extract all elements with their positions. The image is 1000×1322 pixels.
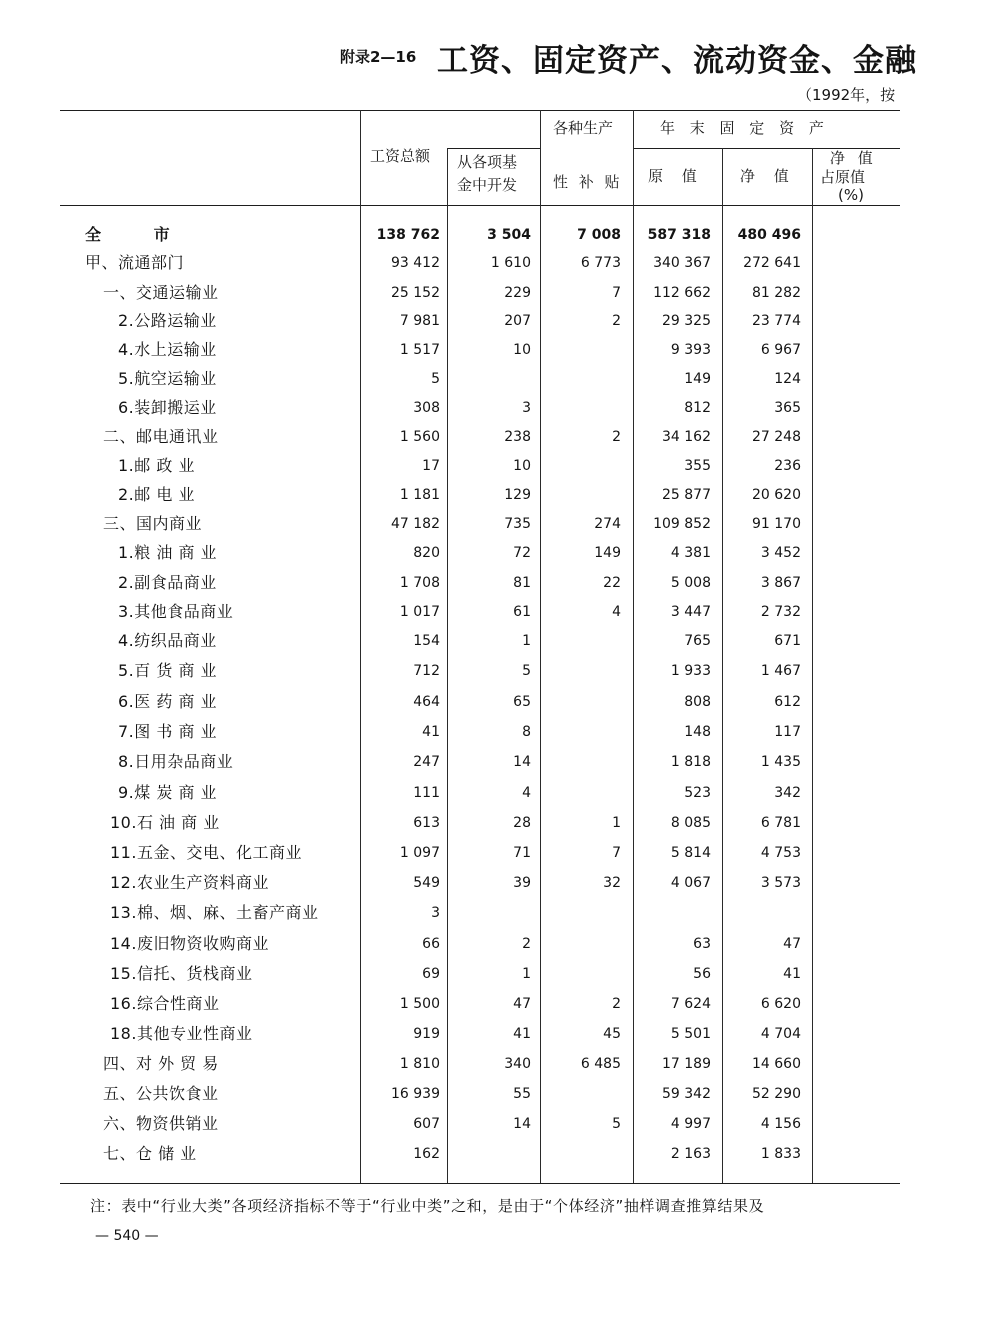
cell-from-funds: 10: [513, 458, 531, 474]
cell-wages-total: 1 097: [399, 845, 440, 861]
row-label: 2.邮 电 业: [118, 485, 195, 504]
cell-production-subsidy: 4: [612, 604, 621, 620]
cell-from-funds: 65: [513, 694, 531, 710]
cell-original-value: 59 342: [662, 1086, 711, 1102]
cell-production-subsidy: 7: [612, 845, 621, 861]
row-label: 七、仓 储 业: [103, 1144, 197, 1163]
row-label: 12.农业生产资料商业: [110, 873, 269, 892]
cell-wages-total: 154: [413, 633, 440, 649]
col-header-net-ratio-line3: (%): [838, 186, 864, 204]
footnote: 注：表中“行业大类”各项经济指标不等于“行业中类”之和，是由于“个体经济”抽样调查推算结果及: [90, 1197, 765, 1215]
cell-net-value: 3 452: [760, 545, 801, 561]
row-label: 5.百 货 商 业: [118, 661, 218, 680]
cell-original-value: 7 624: [670, 996, 711, 1012]
header-sub-rule: [447, 148, 540, 149]
cell-original-value: 5 814: [670, 845, 711, 861]
cell-from-funds: 14: [513, 1116, 531, 1132]
col-header-fixed-assets-group: 年 末 固 定 资 产: [660, 119, 824, 137]
cell-from-funds: 129: [504, 487, 531, 503]
cell-wages-total: 69: [422, 966, 440, 982]
cell-original-value: 765: [684, 633, 711, 649]
row-label: 一、交通运输业: [103, 283, 219, 302]
cell-from-funds: 3 504: [487, 227, 531, 243]
cell-net-value: 342: [774, 785, 801, 801]
cell-from-funds: 8: [522, 724, 531, 740]
cell-original-value: 5 501: [670, 1026, 711, 1042]
cell-from-funds: 41: [513, 1026, 531, 1042]
table-top-rule: [60, 110, 900, 111]
cell-wages-total: 820: [413, 545, 440, 561]
cell-net-value: 272 641: [743, 255, 801, 271]
cell-production-subsidy: 1: [612, 815, 621, 831]
cell-wages-total: 111: [413, 785, 440, 801]
appendix-label: 附录2—16: [340, 48, 417, 66]
cell-net-value: 6 620: [760, 996, 801, 1012]
row-label: 全 市: [85, 225, 171, 244]
cell-from-funds: 735: [504, 516, 531, 532]
cell-net-value: 4 156: [760, 1116, 801, 1132]
cell-wages-total: 1 017: [399, 604, 440, 620]
cell-wages-total: 47 182: [391, 516, 440, 532]
cell-production-subsidy: 7: [612, 285, 621, 301]
cell-wages-total: 1 500: [399, 996, 440, 1012]
col-header-from-funds-line1: 从各项基: [457, 153, 518, 171]
cell-original-value: 2 163: [670, 1146, 711, 1162]
header-bottom-rule: [60, 205, 900, 206]
cell-net-value: 2 732: [760, 604, 801, 620]
col-header-subsidy-line1: 各种生产: [553, 119, 614, 137]
col-header-net-value: 净 值: [740, 167, 789, 185]
cell-production-subsidy: 2: [612, 313, 621, 329]
cell-from-funds: 72: [513, 545, 531, 561]
row-label: 4.水上运输业: [118, 340, 217, 359]
cell-wages-total: 16 939: [391, 1086, 440, 1102]
cell-wages-total: 25 152: [391, 285, 440, 301]
cell-original-value: 148: [684, 724, 711, 740]
cell-from-funds: 1: [522, 633, 531, 649]
cell-original-value: 523: [684, 785, 711, 801]
column-divider: [812, 148, 813, 1183]
row-label: 4.纺织品商业: [118, 631, 217, 650]
cell-net-value: 365: [774, 400, 801, 416]
cell-production-subsidy: 22: [603, 575, 621, 591]
cell-wages-total: 607: [413, 1116, 440, 1132]
cell-original-value: 17 189: [662, 1056, 711, 1072]
cell-original-value: 34 162: [662, 429, 711, 445]
col-header-from-funds-line2: 金中开发: [457, 176, 518, 194]
row-label: 9.煤 炭 商 业: [118, 783, 218, 802]
cell-from-funds: 229: [504, 285, 531, 301]
row-label: 18.其他专业性商业: [110, 1024, 253, 1043]
row-label: 五、公共饮食业: [103, 1084, 219, 1103]
cell-wages-total: 162: [413, 1146, 440, 1162]
cell-original-value: 1 933: [670, 663, 711, 679]
cell-net-value: 3 867: [760, 575, 801, 591]
col-header-subsidy-line2: 性 补 贴: [553, 173, 620, 191]
cell-from-funds: 39: [513, 875, 531, 891]
col-header-wages-total: 工资总额: [370, 147, 431, 165]
row-label: 三、国内商业: [103, 514, 203, 533]
cell-from-funds: 71: [513, 845, 531, 861]
cell-wages-total: 1 181: [399, 487, 440, 503]
cell-net-value: 480 496: [737, 227, 801, 243]
cell-original-value: 4 067: [670, 875, 711, 891]
row-label: 1.邮 政 业: [118, 456, 195, 475]
cell-wages-total: 17: [422, 458, 440, 474]
row-label: 四、对 外 贸 易: [103, 1054, 219, 1073]
page-title: 工资、固定资产、流动资金、金融: [437, 43, 917, 79]
cell-original-value: 340 367: [653, 255, 711, 271]
cell-from-funds: 28: [513, 815, 531, 831]
cell-net-value: 81 282: [752, 285, 801, 301]
cell-from-funds: 14: [513, 754, 531, 770]
cell-wages-total: 549: [413, 875, 440, 891]
cell-net-value: 236: [774, 458, 801, 474]
cell-net-value: 117: [774, 724, 801, 740]
cell-original-value: 3 447: [670, 604, 711, 620]
cell-from-funds: 3: [522, 400, 531, 416]
cell-production-subsidy: 2: [612, 996, 621, 1012]
cell-wages-total: 308: [413, 400, 440, 416]
cell-original-value: 29 325: [662, 313, 711, 329]
cell-wages-total: 247: [413, 754, 440, 770]
row-label: 10.石 油 商 业: [110, 813, 220, 832]
cell-wages-total: 712: [413, 663, 440, 679]
cell-net-value: 124: [774, 371, 801, 387]
col-header-net-ratio-line1: 净 值: [830, 149, 873, 167]
row-label: 8.日用杂品商业: [118, 752, 234, 771]
cell-wages-total: 3: [431, 905, 440, 921]
cell-from-funds: 1: [522, 966, 531, 982]
row-label: 6.医 药 商 业: [118, 692, 218, 711]
cell-original-value: 109 852: [653, 516, 711, 532]
cell-net-value: 27 248: [752, 429, 801, 445]
cell-production-subsidy: 2: [612, 429, 621, 445]
cell-wages-total: 138 762: [376, 227, 440, 243]
cell-net-value: 4 753: [760, 845, 801, 861]
cell-from-funds: 10: [513, 342, 531, 358]
cell-original-value: 8 085: [670, 815, 711, 831]
cell-from-funds: 81: [513, 575, 531, 591]
cell-net-value: 14 660: [752, 1056, 801, 1072]
cell-wages-total: 5: [431, 371, 440, 387]
row-label: 2.副食品商业: [118, 573, 217, 592]
cell-original-value: 9 393: [670, 342, 711, 358]
row-label: 16.综合性商业: [110, 994, 220, 1013]
row-label: 13.棉、烟、麻、土畜产商业: [110, 903, 319, 922]
cell-from-funds: 238: [504, 429, 531, 445]
cell-wages-total: 7 981: [399, 313, 440, 329]
cell-from-funds: 2: [522, 936, 531, 952]
cell-original-value: 56: [693, 966, 711, 982]
row-label: 11.五金、交电、化工商业: [110, 843, 302, 862]
cell-net-value: 1 435: [760, 754, 801, 770]
cell-net-value: 1 833: [760, 1146, 801, 1162]
cell-original-value: 5 008: [670, 575, 711, 591]
row-label: 6.装卸搬运业: [118, 398, 217, 417]
cell-net-value: 41: [783, 966, 801, 982]
cell-production-subsidy: 5: [612, 1116, 621, 1132]
cell-wages-total: 919: [413, 1026, 440, 1042]
cell-net-value: 91 170: [752, 516, 801, 532]
cell-net-value: 6 967: [760, 342, 801, 358]
cell-from-funds: 1 610: [490, 255, 531, 271]
cell-production-subsidy: 6 773: [580, 255, 621, 271]
cell-from-funds: 4: [522, 785, 531, 801]
cell-wages-total: 66: [422, 936, 440, 952]
cell-original-value: 1 818: [670, 754, 711, 770]
cell-original-value: 63: [693, 936, 711, 952]
cell-net-value: 23 774: [752, 313, 801, 329]
row-label: 六、物资供销业: [103, 1114, 219, 1133]
cell-production-subsidy: 274: [594, 516, 621, 532]
cell-net-value: 6 781: [760, 815, 801, 831]
cell-net-value: 671: [774, 633, 801, 649]
table-bottom-rule: [60, 1183, 900, 1184]
row-label: 7.图 书 商 业: [118, 722, 218, 741]
cell-net-value: 47: [783, 936, 801, 952]
cell-original-value: 112 662: [653, 285, 711, 301]
cell-net-value: 1 467: [760, 663, 801, 679]
cell-net-value: 52 290: [752, 1086, 801, 1102]
cell-production-subsidy: 45: [603, 1026, 621, 1042]
cell-net-value: 20 620: [752, 487, 801, 503]
cell-from-funds: 47: [513, 996, 531, 1012]
cell-wages-total: 1 517: [399, 342, 440, 358]
row-label: 14.废旧物资收购商业: [110, 934, 269, 953]
row-label: 2.公路运输业: [118, 311, 217, 330]
cell-original-value: 4 381: [670, 545, 711, 561]
cell-original-value: 25 877: [662, 487, 711, 503]
col-header-net-ratio-line2: 占原值: [820, 168, 866, 186]
cell-original-value: 355: [684, 458, 711, 474]
cell-wages-total: 41: [422, 724, 440, 740]
cell-from-funds: 207: [504, 313, 531, 329]
row-label: 1.粮 油 商 业: [118, 543, 218, 562]
page-subtitle: （1992年，按: [797, 86, 896, 104]
cell-net-value: 612: [774, 694, 801, 710]
cell-wages-total: 1 560: [399, 429, 440, 445]
row-label: 5.航空运输业: [118, 369, 217, 388]
col-header-original-value: 原 值: [648, 167, 697, 185]
row-label: 甲、流通部门: [85, 253, 185, 272]
cell-wages-total: 1 708: [399, 575, 440, 591]
cell-production-subsidy: 32: [603, 875, 621, 891]
cell-production-subsidy: 7 008: [577, 227, 621, 243]
cell-wages-total: 93 412: [391, 255, 440, 271]
cell-net-value: 4 704: [760, 1026, 801, 1042]
page-number: — 540 —: [95, 1228, 159, 1244]
cell-wages-total: 613: [413, 815, 440, 831]
cell-net-value: 3 573: [760, 875, 801, 891]
cell-from-funds: 340: [504, 1056, 531, 1072]
cell-original-value: 808: [684, 694, 711, 710]
cell-production-subsidy: 6 485: [580, 1056, 621, 1072]
row-label: 3.其他食品商业: [118, 602, 234, 621]
cell-from-funds: 5: [522, 663, 531, 679]
cell-from-funds: 61: [513, 604, 531, 620]
cell-wages-total: 464: [413, 694, 440, 710]
cell-wages-total: 1 810: [399, 1056, 440, 1072]
cell-original-value: 4 997: [670, 1116, 711, 1132]
row-label: 二、邮电通讯业: [103, 427, 219, 446]
cell-production-subsidy: 149: [594, 545, 621, 561]
cell-original-value: 149: [684, 371, 711, 387]
row-label: 15.信托、货栈商业: [110, 964, 253, 983]
cell-from-funds: 55: [513, 1086, 531, 1102]
cell-original-value: 812: [684, 400, 711, 416]
cell-original-value: 587 318: [647, 227, 711, 243]
